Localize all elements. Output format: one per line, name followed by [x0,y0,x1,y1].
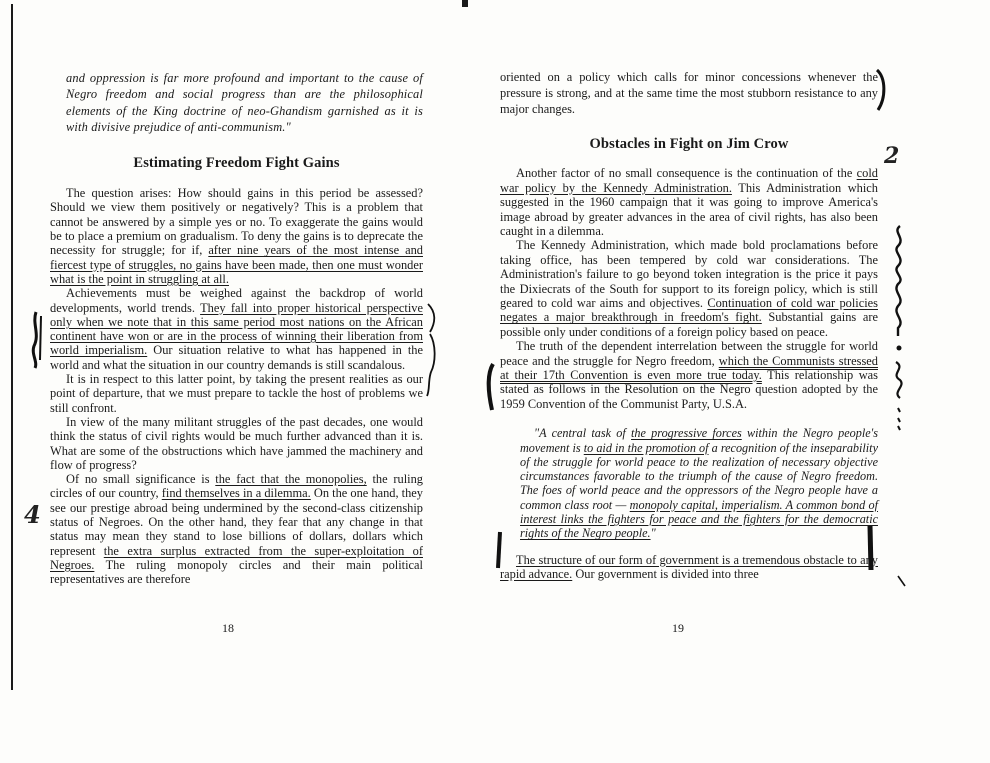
left-quote-continuation: and oppression is far more profound and important to the cause of Negro freedom and social progress than are the philosophical elements of the King doctrine of neo-Ghandism garnished as it is with divisive prejudice of anti-communism." [66,71,423,134]
left-paragraph-5 [50,472,423,586]
right-p1-text: Another factor of no small consequence is the continuation of the [516,166,857,181]
quote-text-1: "A central task of [534,426,632,441]
right-paragraph-1 [500,166,878,238]
left-p5-underlined-2: find themselves in a dilemma. [161,486,311,501]
right-margin-quote-bar-mark [484,362,498,412]
right-paragraph-3 [500,339,878,411]
left-p2-text: Achievements must be weighed against the backdrop of world developments, world trends. [50,286,423,315]
quote-left-bar-mark [492,530,506,570]
quote-close: " [650,526,656,541]
left-p5-text-3: On the one hand, they see our prestige abroad being undermined by the second-class citizenship status of Negroes. On the other hand, they fear that any change in that status may mean they stand to lose billions of dollars, dollars which represent [50,486,423,558]
left-p5-underlined-3: the extra surplus extracted from the super-exploitation of Negroes. [50,543,423,572]
left-p2-underlined: They fall into proper historical perspective only when we note that in this same period most nations on the African continent have won or are in the process of winning their liberation from world imperialism. [50,300,423,358]
right-paragraph-2 [500,238,878,339]
left-p1-text: The question arises: How should gains in this period be assessed? Should we view them positively or negatively? This is a problem that cannot be answered by a simple yes or no. To exaggerate the gains would be to place a premium on gradualism. To deny the gains is to deprecate the necessity for struggle; for if, [50,186,423,258]
quote-underlined-1: the progressive forces [631,426,742,441]
right-p1-underlined: cold war policy by the Kennedy Administration. [500,166,878,195]
right-of-left-page-bracket-mark [424,302,440,398]
left-paragraph-3: It is in respect to this latter point, by taking the present realities as our point of departure, that we must prepare to tackle the host of problems we still confront. [50,372,423,415]
right-p2-text: The Kennedy Administration, which made bold proclamations before taking office, has been tempered by cold war considerations. The Administration's failure to go beyond token integration is the price it pays the Dixiecrats of the South for support to its foreign policy, which is still geared to cold war aims and objectives. [500,238,878,311]
right-p2-underlined: Continuation of cold war policies negates a major breakthrough in freedom's fight. [500,296,878,325]
right-p4-underlined: The structure of our form of government is a tremendous obstacle to any rapid advance. [500,552,878,582]
binding-edge-line [11,4,13,690]
left-p5-text: Of no small significance is [66,472,216,487]
left-section-heading: Estimating Freedom Fight Gains [133,155,340,172]
right-margin-handwriting [886,222,912,432]
right-top-bracket-mark [874,68,890,112]
left-margin-number-mark: 4 [24,500,41,529]
left-p5-underlined-1: the fact that the monopolies, [215,472,367,487]
quote-underlined-3: monopoly capital, imperialism. A common bond of interest links the fighters for peace and the fighters for the democratic rights of the Negro people. [520,497,879,541]
right-p2-text-end: Substantial gains are possible only under conditions of a foreign policy based on peace. [500,310,878,339]
left-p2-text-end: Our situation relative to what has happened in the world and what the situation in our country demands is still scandalous. [50,343,423,372]
left-paragraph-2 [50,286,423,372]
right-p3-text-end: This relationship was stated as follows in the Resolution on the Negro question adopted by the 1959 Convention of the Communist Party, U.S.A. [500,368,878,411]
right-p1-text-end: This Administration which suggested in the 1960 campaign that it was going to improve America's image abroad by greater advances in the area of civil rights, has also been caught in a dilemma. [500,180,878,239]
quote-underlined-2: to aid in the promotion of [583,440,709,455]
top-edge-mark [462,0,468,7]
quote-text-3: a recognition of the inseparability of the struggle for world peace to the realization of necessary objective circumstances favorable to the triumph of the cause of Negro freedom. The foes of world peace and the oppressors of the Negro people have a common class root — [520,440,878,512]
resolution-quote [520,426,878,540]
right-margin-tick-mark [896,574,908,588]
left-page [50,70,423,587]
quote-text-2: within the Negro people's movement is [520,426,879,455]
right-paragraph-4 [500,553,878,582]
right-p3-underlined: which the Communists stressed at their 17th Convention is even more true today. [500,353,878,383]
left-p5-text-2: the ruling circles of our country, [50,472,423,501]
left-paragraph-1 [50,186,423,286]
right-p4-text-end: Our government is divided into three [572,567,759,582]
left-p1-underlined: after nine years of the most intense and fiercest type of struggles, no gains have been made, then one must wonder what is the point in struggling at all. [50,243,423,286]
right-top-paragraph: oriented on a policy which calls for minor concessions whenever the pressure is strong, and at the same time the most stubborn resistance to any major changes. [500,70,878,116]
right-page [500,70,878,581]
right-page-number: 19 [672,621,684,635]
right-p3-text: The truth of the dependent interrelation between the struggle for world peace and the struggle for Negro freedom, [500,339,878,368]
quote-right-bar-mark [862,524,878,572]
right-margin-number-mark: 2 [884,143,900,169]
left-margin-bracket-mark [28,310,46,370]
left-p5-text-4: The ruling monopoly circles and their main political representatives are therefore [50,557,423,587]
left-page-number: 18 [222,621,234,635]
right-section-heading: Obstacles in Fight on Jim Crow [589,136,789,153]
left-paragraph-4: In view of the many militant struggles of the past decades, one would think the status of civil rights would be much further advanced than it is. What are some of the obstructions which have jammed the machinery and flow of progress? [50,414,423,472]
